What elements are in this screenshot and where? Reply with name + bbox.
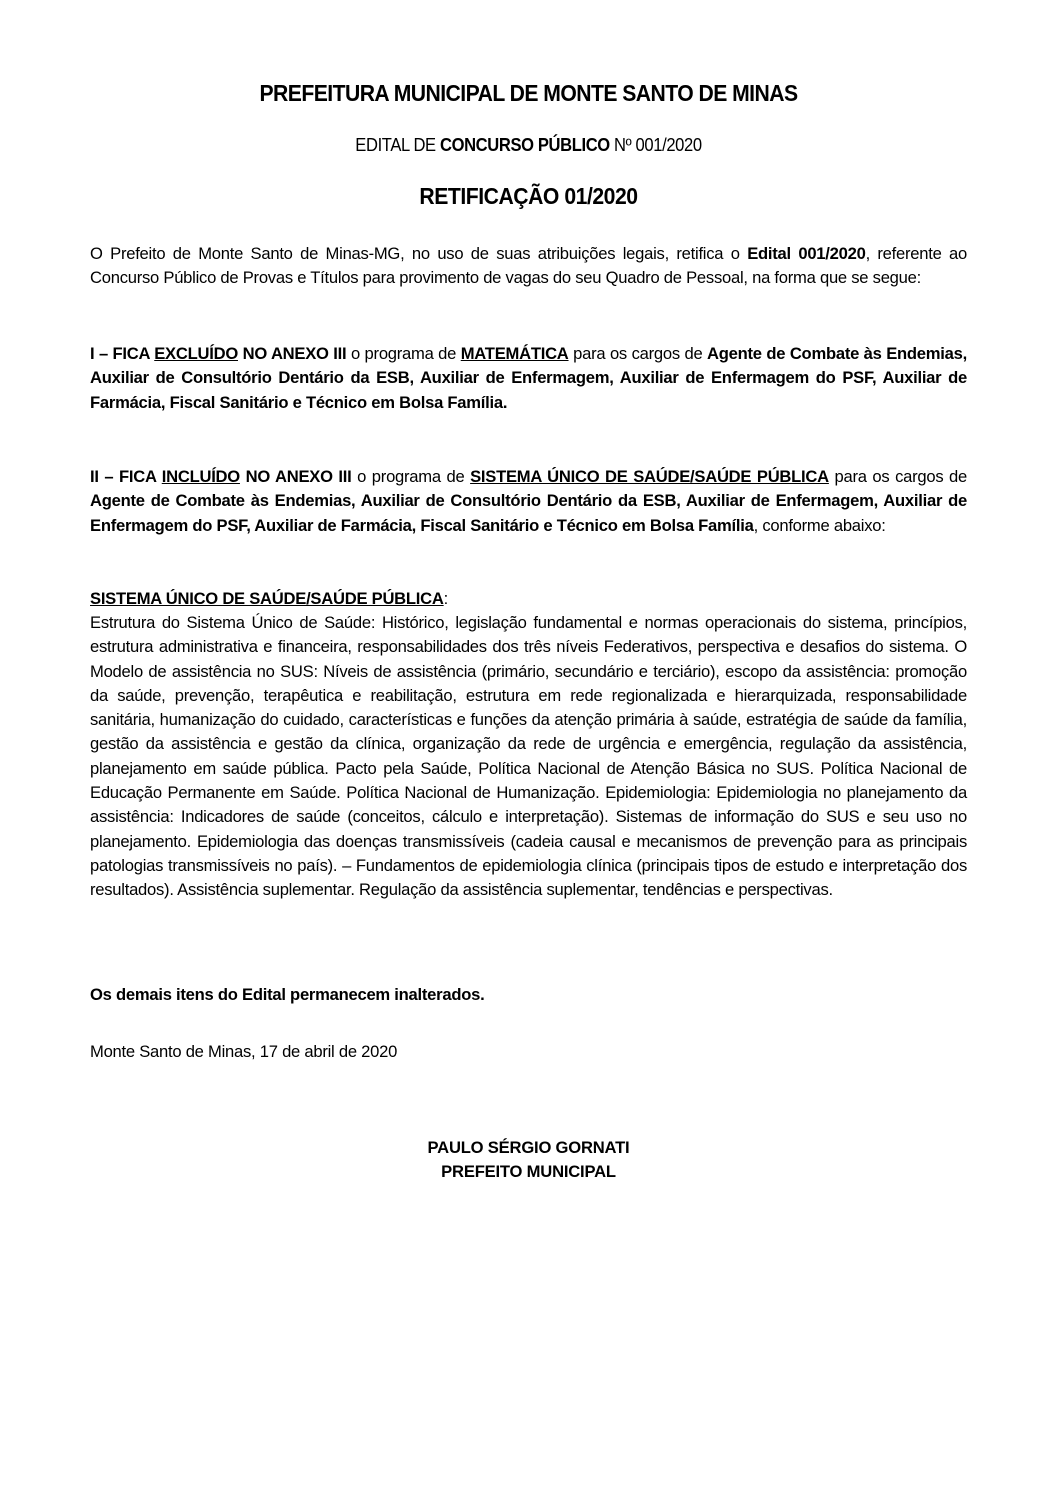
subtitle-tail: Nº 001/2020	[609, 135, 702, 155]
item-2-text-1: o programa de	[351, 467, 471, 486]
document-title: PREFEITURA MUNICIPAL DE MONTE SANTO DE MINAS	[259, 80, 798, 106]
subtitle-normal: EDITAL DE	[355, 135, 440, 155]
signer-name: PAULO SÉRGIO GORNATI	[427, 1138, 630, 1157]
place-and-date: Monte Santo de Minas, 17 de abril de 2020	[90, 1042, 398, 1061]
item-1-text-2: para os cargos de	[568, 344, 708, 363]
item-1-annex: NO ANEXO III	[237, 344, 347, 363]
signer-role: PREFEITO MUNICIPAL	[441, 1162, 616, 1181]
document-subtitle	[125, 135, 932, 156]
item-2-text-2: para os cargos de	[828, 467, 967, 486]
item-1-paragraph	[90, 342, 967, 415]
item-2-text-3: , conforme abaixo:	[753, 515, 886, 535]
item-2-prefix: II – FICA	[90, 467, 162, 486]
item-2-action: INCLUÍDO	[161, 467, 240, 486]
intro-paragraph	[90, 242, 967, 291]
item-1-prefix: I – FICA	[90, 344, 155, 363]
intro-edital: Edital 001/2020	[747, 244, 866, 263]
item-1-action: EXCLUÍDO	[154, 344, 238, 363]
subtitle-bold: CONCURSO PÚBLICO	[439, 135, 610, 155]
intro-text-1: O Prefeito de Monte Santo de Minas-MG, no uso de suas atribuições legais, retifica o	[90, 244, 748, 263]
sus-program-body: Estrutura do Sistema Único de Saúde: Histórico, legislação fundamental e normas operacionais do sistema, princípios, estrutura administrativa e financeira, responsabilidades dos três níveis Federativos, perspectiva e desafios do sistema. O Modelo de assistência no SUS: Níveis de assistência (primário, secundário e terciário), escopo da assistência: promoção da saúde, prevenção, terapêutica e reabilitação, estrutura em rede regionalizada e hierarquizada, responsabilidade sanitária, humanização do cuidado, características e funções da atenção primária à saúde, estratégia de saúde da família, gestão da assistência e gestão da clínica, organização da rede de urgência e emergência, regulação da assistência, planejamento em saúde pública. Pacto pela Saúde, Política Nacional de Atenção Básica no SUS. Política Nacional de Educação Permanente em Saúde. Política Nacional de Humanização. Epidemiologia: Epidemiologia no planejamento da assistência: Indicadores de saúde (conceitos, cálculo e interpretação). Sistemas de informação do SUS e seu uso no planejamento. Epidemiologia das doenças transmissíveis (cadeia causal e mecanismos de prevenção para as principais patologias transmissíveis no país). – Fundamentos de epidemiologia clínica (principais tipos de estudo e interpretação dos resultados). Assistência suplementar. Regulação da assistência suplementar, tendências e perspectivas.	[90, 613, 967, 900]
retification-heading: RETIFICAÇÃO 01/2020	[419, 183, 638, 209]
sus-heading-colon: :	[443, 589, 449, 608]
intro-text-2: , referente ao Concurso Público de Provas e Títulos para provimento de vagas do seu Quadro de Pessoal, na forma que se segue:	[90, 244, 967, 288]
sus-heading	[90, 587, 967, 611]
sus-heading-text: SISTEMA ÚNICO DE SAÚDE/SAÚDE PÚBLICA	[90, 589, 444, 608]
closing-statement: Os demais itens do Edital permanecem inalterados.	[90, 985, 485, 1004]
item-1-text-1: o programa de	[346, 344, 461, 363]
item-2-paragraph	[90, 465, 967, 538]
item-1-subject: MATEMÁTICA	[460, 344, 569, 363]
item-2-subject: SISTEMA ÚNICO DE SAÚDE/SAÚDE PÚBLICA	[470, 467, 829, 486]
item-2-annex: NO ANEXO III	[239, 467, 352, 486]
item-2-roles: Agente de Combate às Endemias, Auxiliar de Consultório Dentário da ESB, Auxiliar de Enfermagem, Auxiliar de Enfermagem do PSF, Auxiliar de Farmácia, Fiscal Sanitário e Técnico em Bolsa Família	[90, 491, 967, 535]
item-1-roles: Agente de Combate às Endemias, Auxiliar de Consultório Dentário da ESB, Auxiliar de Enfermagem, Auxiliar de Enfermagem do PSF, Auxiliar de Farmácia, Fiscal Sanitário e Técnico em Bolsa Família.	[90, 344, 967, 412]
